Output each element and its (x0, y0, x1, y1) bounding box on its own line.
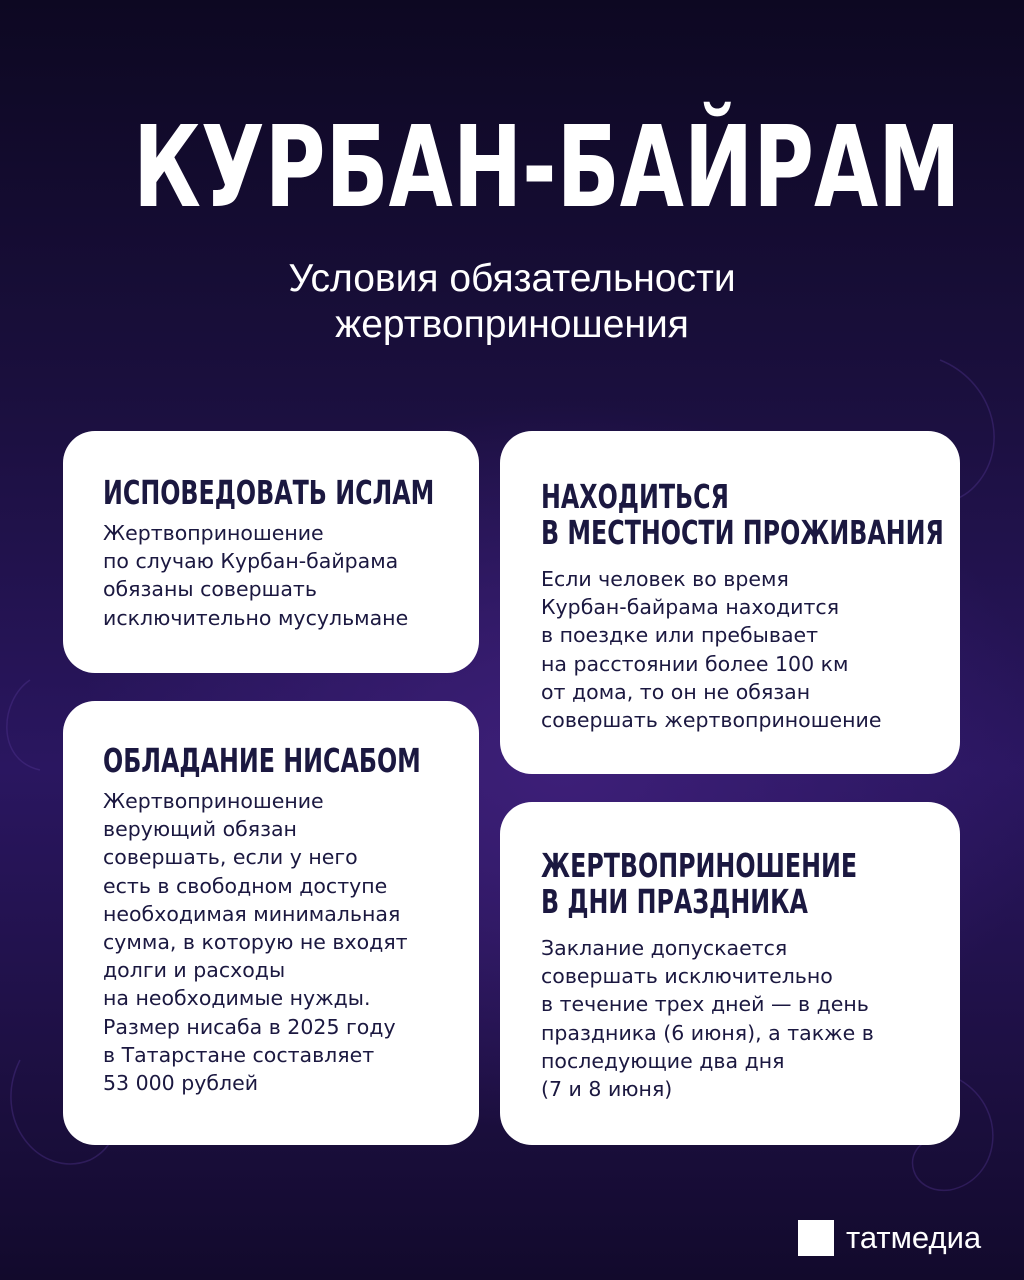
card-heading-line: ОБЛАДАНИЕ НИСАБОМ (103, 741, 421, 780)
page-subtitle (0, 256, 1024, 348)
subtitle-line-2: жертвоприношения (335, 303, 689, 346)
card-holiday-days (500, 802, 960, 1145)
page-title: КУРБАН-БАЙРАМ (133, 103, 961, 233)
subtitle-line-1: Условия обязательности (288, 257, 736, 300)
logo-text: татмедиа (846, 1220, 982, 1255)
card-heading-line: ЖЕРТВОПРИНОШЕНИЕ (541, 846, 858, 885)
card-heading-line: В ДНИ ПРАЗДНИКА (541, 882, 808, 921)
card-heading (103, 741, 421, 780)
card-heading-line: В МЕСТНОСТИ ПРОЖИВАНИЯ (541, 513, 944, 552)
card-text: Заклание допускается совершать исключительно в течение трех дней — в день праздника (6 июня), а также в последующие два дня (7 и 8 июня) (541, 936, 874, 1102)
tatmedia-logo (798, 1219, 981, 1257)
card-heading-line: ИСПОВЕДОВАТЬ ИСЛАМ (103, 473, 435, 512)
card-profess-islam (63, 431, 479, 673)
card-text: Если человек во время Курбан-байрама находится в поездке или пребывает на расстоянии более 100 км от дома, то он не обязан совершать жертвоприношение (541, 567, 882, 733)
card-heading (103, 473, 435, 512)
card-residence (500, 431, 960, 774)
card-heading (541, 477, 944, 552)
card-heading (541, 846, 858, 921)
card-heading-line: НАХОДИТЬСЯ (541, 477, 729, 516)
square-logo-icon (798, 1220, 834, 1256)
card-text: Жертвоприношение по случаю Курбан-байрама обязаны совершать исключительно мусульмане (103, 521, 409, 630)
card-text: Жертвоприношение верующий обязан совершать, если у него есть в свободном доступе необходимая минимальная сумма, в которую не входят долги и расходы на необходимые нужды. Размер нисаба в 2025 году в Татарстане составляет 53 000 рублей (103, 789, 408, 1096)
card-nisab (63, 701, 479, 1145)
